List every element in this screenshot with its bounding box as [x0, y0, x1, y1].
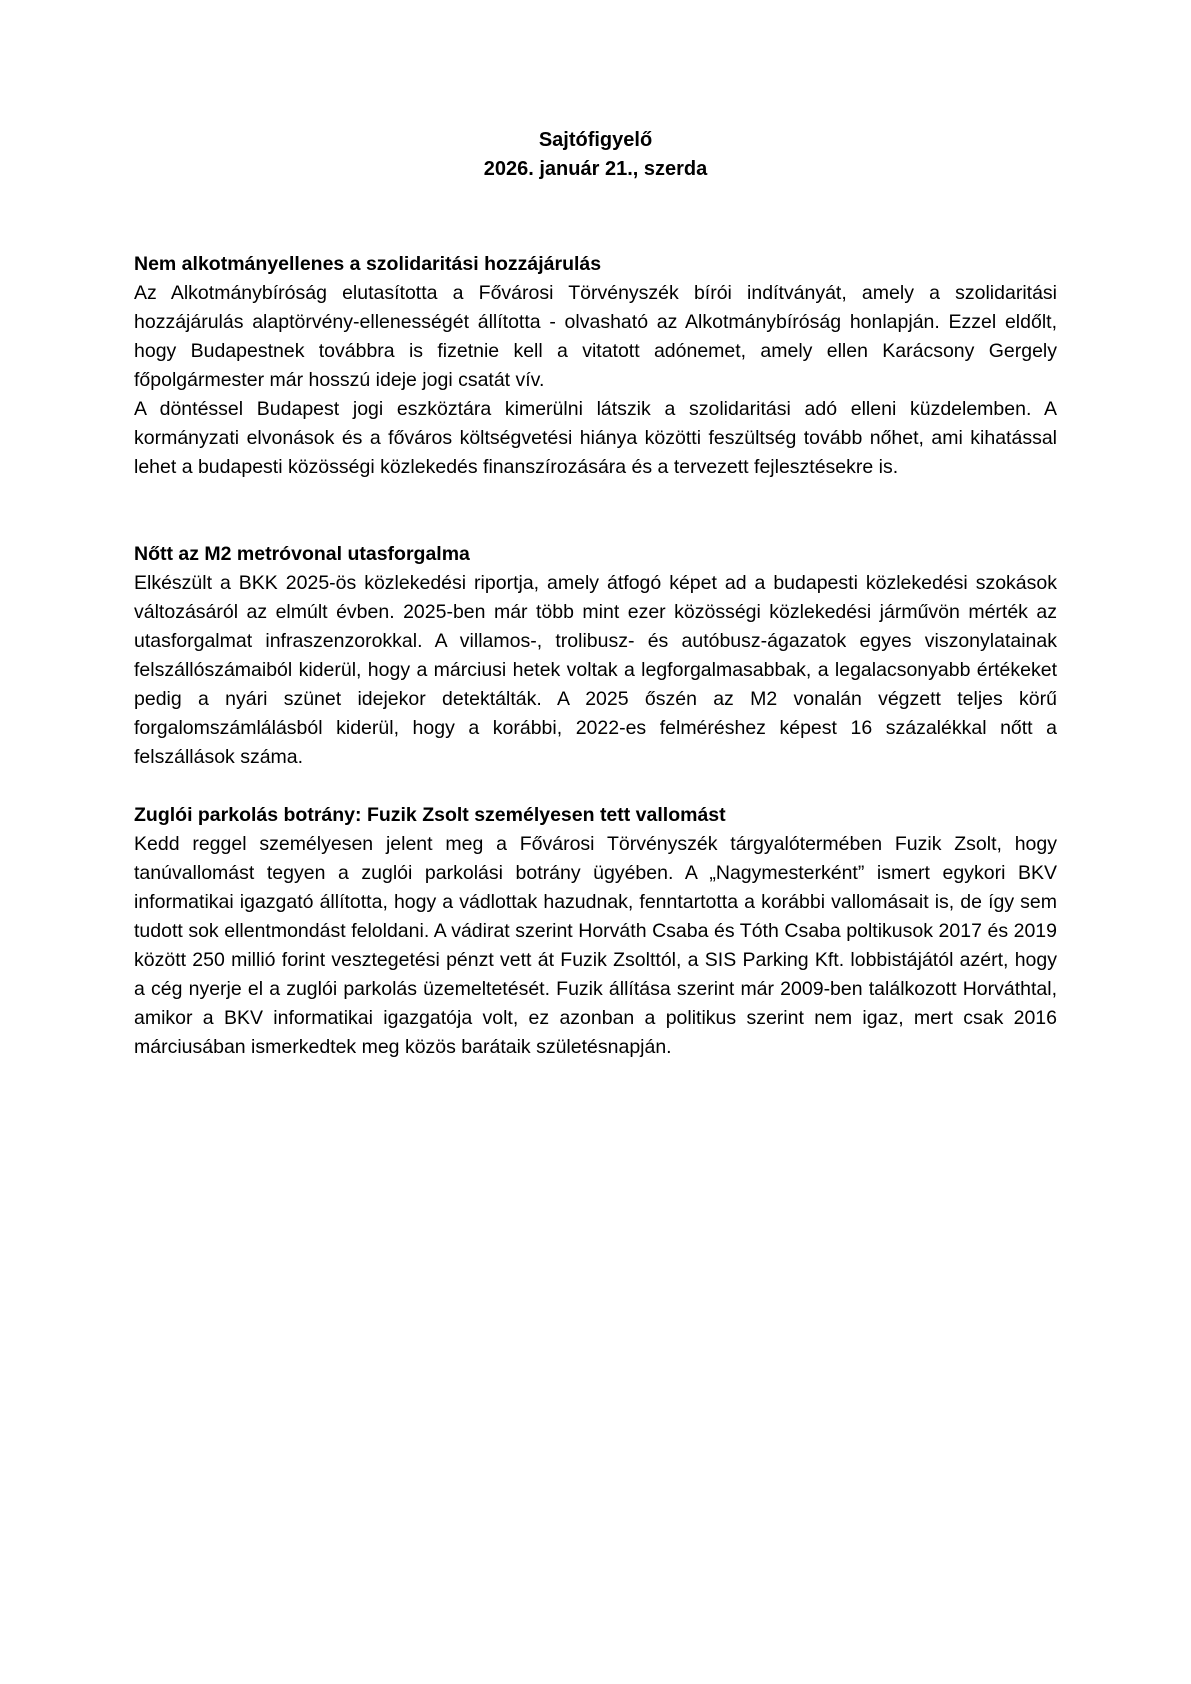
- section-m2-ridership: [134, 540, 1057, 772]
- document-date: 2026. január 21., szerda: [483, 158, 708, 180]
- section-paragraph: Kedd reggel személyesen jelent meg a Fővárosi Törvényszék tárgyalótermében Fuzik Zsolt, hogy tanúvallomást tegyen a zuglói parkolási botrány ügyében. A „Nagymesterként” ismert egykori BKV informatikai igazgató állította, hogy a vádlottak hazudnak, fenntartotta a korábbi vallomásait is, de így sem tudott sok ellentmondást feloldani. A vádirat szerint Horváth Csaba és Tóth Csaba poltikusok 2017 és 2019 között 250 millió forint vesztegetési pénzt vett át Fuzik Zsolttól, a SIS Parking Kft. lobbistájától azért, hogy a cég nyerje el a zuglói parkolás üzemeltetését. Fuzik állítása szerint már 2009-ben találkozott Horváthtal, amikor a BKV informatikai igazgatója volt, ez azonban a politikus szerint nem igaz, mert csak 2016 márciusában ismerkedtek meg közös barátaik születésnapján.: [134, 833, 1057, 1058]
- document-title: Sajtófigyelő: [538, 129, 653, 151]
- section-paragraph: Elkészült a BKK 2025-ös közlekedési riportja, amely átfogó képet ad a budapesti közlekedési szokások változásáról az elmúlt évben. 2025-ben már több mint ezer közösségi közlekedési járművön mérték az utasforgalmat infraszenzorokkal. A villamos-, trolibusz- és autóbusz-ágazatok egyes viszonylatainak felszállószámaiból kiderül, hogy a márciusi hetek voltak a legforgalmasabbak, a legalacsonyabb értékeket pedig a nyári szünet idejekor detektálták. A 2025 őszén az M2 vonalán végzett teljes körű forgalomszámlálásból kiderül, hogy a korábbi, 2022-es felméréshez képest 16 százalékkal nőtt a felszállások száma.: [134, 572, 1057, 768]
- section-solidarity-ruling: [134, 250, 1057, 482]
- section-paragraph: A döntéssel Budapest jogi eszköztára kimerülni látszik a szolidaritási adó elleni küzdelemben. A kormányzati elvonások és a főváros költségvetési hiánya közötti feszültség tovább nőhet, ami kihatással lehet a budapesti közösségi közlekedés finanszírozására és a tervezett fejlesztésekre is.: [134, 398, 1057, 478]
- section-heading: Zuglói parkolás botrány: Fuzik Zsolt személyesen tett vallomást: [134, 804, 726, 826]
- title-block: [134, 126, 1057, 184]
- section-heading: Nem alkotmányellenes a szolidaritási hozzájárulás: [134, 253, 602, 275]
- section-zuglo-parking-scandal: [134, 801, 1057, 1062]
- section-heading: Nőtt az M2 metróvonal utasforgalma: [134, 543, 470, 565]
- section-paragraph: Az Alkotmánybíróság elutasította a Fővárosi Törvényszék bírói indítványát, amely a szolidaritási hozzájárulás alaptörvény-ellenességét állította - olvasható az Alkotmánybíróság honlapján. Ezzel eldőlt, hogy Budapestnek továbbra is fizetnie kell a vitatott adónemet, amely ellen Karácsony Gergely főpolgármester már hosszú ideje jogi csatát vív.: [134, 282, 1057, 391]
